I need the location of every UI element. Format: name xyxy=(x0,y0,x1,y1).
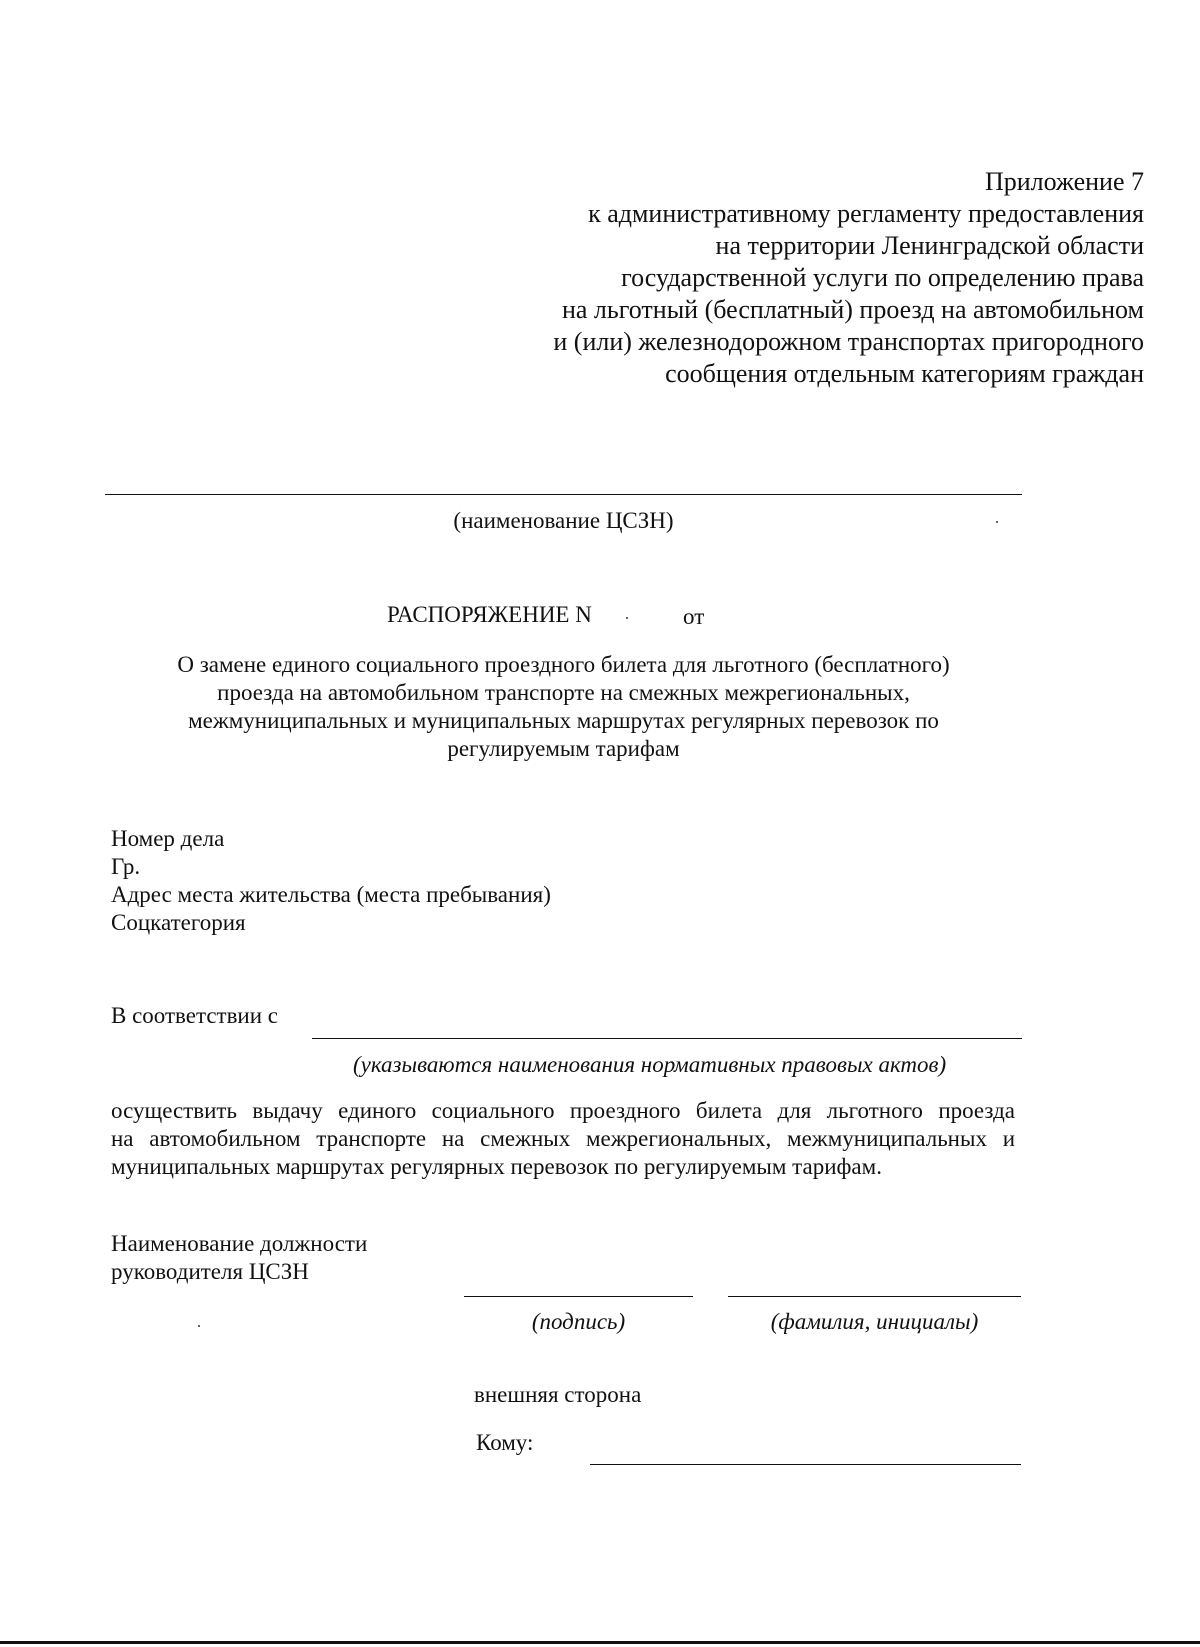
case-number-label: Номер дела xyxy=(111,826,225,851)
signature-position xyxy=(111,1230,367,1286)
citizen-label: Гр. xyxy=(111,854,141,879)
scan-speck xyxy=(626,617,628,619)
annex-line: на льготный (бесплатный) проезд на автомобильном xyxy=(561,295,1144,324)
outer-side-label: внешняя сторона xyxy=(474,1382,642,1407)
category-label: Соцкатегория xyxy=(111,910,246,935)
position-line: руководителя ЦСЗН xyxy=(111,1259,309,1284)
subject-line: межмуниципальных и муниципальных маршрутах регулярных перевозок по xyxy=(188,708,939,733)
signature-caption: (подпись) xyxy=(531,1309,626,1334)
name-caption: (фамилия, инициалы) xyxy=(770,1309,979,1334)
address-label: Адрес места жительства (места пребывания) xyxy=(111,882,551,907)
order-subject xyxy=(105,651,1022,763)
subject-line: О замене единого социального проездного билета для льготного (бесплатного) xyxy=(177,652,950,677)
annex-line: государственной услуги по определению права xyxy=(621,263,1144,292)
org-name-line xyxy=(105,494,1022,495)
subject-line: проезда на автомобильном транспорте на смежных межрегиональных, xyxy=(217,680,910,705)
annex-line: к административному регламенту предоставления xyxy=(588,199,1144,228)
decision-line: осуществить выдачу единого социального проездного билета для льготного проезда xyxy=(111,1098,1015,1123)
basis-caption: (указываются наименования нормативных правовых актов) xyxy=(353,1052,947,1077)
name-line xyxy=(728,1296,1021,1297)
position-line: Наименование должности xyxy=(111,1231,368,1256)
decision-line: муниципальных маршрутах регулярных перевозок по регулируемым тарифам. xyxy=(111,1154,882,1179)
scan-speck xyxy=(198,1325,200,1327)
subject-line: регулируемым тарифам xyxy=(447,736,680,761)
basis-label: В соответствии с xyxy=(111,1003,279,1028)
decision-text xyxy=(111,1097,1015,1181)
to-label: Кому: xyxy=(476,1430,534,1455)
scan-speck xyxy=(996,521,998,523)
annex-line: и (или) железнодорожном транспортах пригородного xyxy=(553,327,1144,356)
basis-line xyxy=(312,1038,1022,1039)
order-title: РАСПОРЯЖЕНИЕ N xyxy=(387,602,592,627)
org-name-caption: (наименование ЦСЗН) xyxy=(453,508,674,533)
signature-line xyxy=(464,1296,693,1297)
annex-line: сообщения отдельным категориям граждан xyxy=(665,359,1144,388)
annex-header xyxy=(424,166,1144,390)
annex-line: Приложение 7 xyxy=(984,167,1144,196)
decision-line: на автомобильном транспорте на смежных межрегиональных, межмуниципальных и xyxy=(111,1126,1015,1151)
order-from: от xyxy=(683,604,705,629)
case-fields xyxy=(111,825,551,937)
annex-line: на территории Ленинградской области xyxy=(715,231,1144,260)
scan-bottom-edge xyxy=(0,1641,1200,1644)
to-line xyxy=(590,1464,1021,1465)
